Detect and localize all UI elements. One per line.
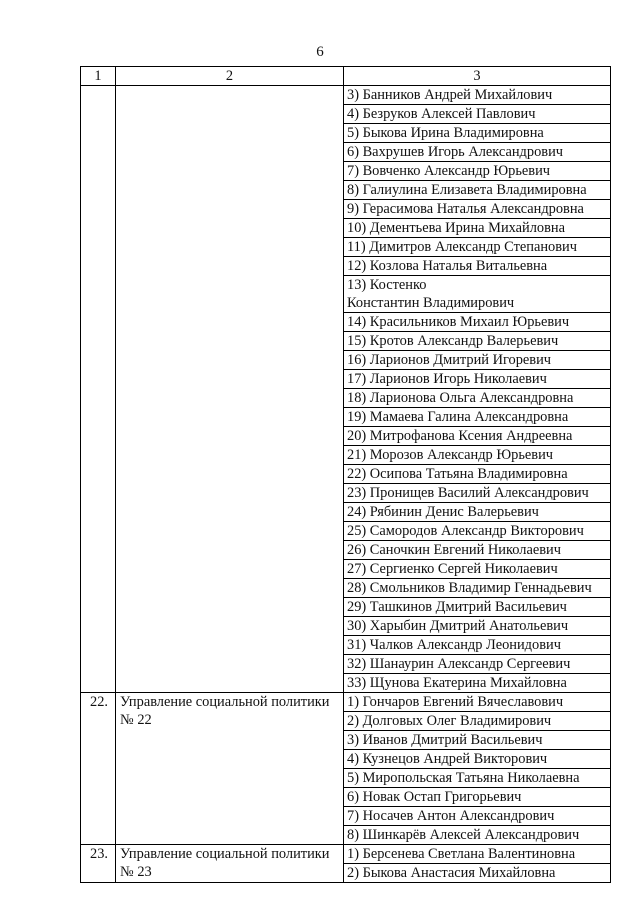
member-item: 7) Носачев Антон Александрович [344, 807, 610, 826]
department-name: Управление социальной политики № 23 [116, 845, 344, 883]
member-item: 6) Вахрушев Игорь Александрович [344, 143, 610, 162]
member-item: 4) Кузнецов Андрей Викторович [344, 750, 610, 769]
member-item: 13) Костенко [347, 277, 427, 293]
member-item: 1) Берсенева Светлана Валентиновна [344, 845, 610, 864]
member-item: 18) Ларионова Ольга Александровна [344, 389, 610, 408]
members-list [344, 845, 610, 882]
member-item: 6) Новак Остап Григорьевич [344, 788, 610, 807]
member-item: 9) Герасимова Наталья Александровна [344, 200, 610, 219]
member-item: 23) Пронищев Василий Александрович [344, 484, 610, 503]
member-item: 2) Долговых Олег Владимирович [344, 712, 610, 731]
header-col-1: 1 [81, 67, 116, 86]
row-number [81, 86, 116, 693]
row-number: 23. [81, 845, 116, 883]
table-row [81, 845, 611, 883]
members-cell [344, 845, 611, 883]
member-item: 17) Ларионов Игорь Николаевич [344, 370, 610, 389]
member-item: 2) Быкова Анастасия Михайловна [347, 865, 556, 881]
member-item: 21) Морозов Александр Юрьевич [344, 446, 610, 465]
member-item: 28) Смольников Владимир Геннадьевич [344, 579, 610, 598]
member-item: 15) Кротов Александр Валерьевич [344, 332, 610, 351]
row-number: 22. [81, 693, 116, 845]
members-cell [344, 693, 611, 845]
member-item: 7) Вовченко Александр Юрьевич [344, 162, 610, 181]
member-item: 27) Сергиенко Сергей Николаевич [344, 560, 610, 579]
member-item: 11) Димитров Александр Степанович [344, 238, 610, 257]
header-col-2: 2 [116, 67, 344, 86]
member-item: 30) Харыбин Дмитрий Анатольевич [344, 617, 610, 636]
member-item: 24) Рябинин Денис Валерьевич [344, 503, 610, 522]
member-item: 31) Чалков Александр Леонидович [344, 636, 610, 655]
member-item: 19) Мамаева Галина Александровна [344, 408, 610, 427]
members-list [344, 86, 610, 692]
member-item: 8) Шинкарёв Алексей Александрович [347, 827, 580, 843]
member-item: 22) Осипова Татьяна Владимировна [344, 465, 610, 484]
member-item: 33) Щунова Екатерина Михайловна [347, 675, 567, 691]
page-number: 6 [316, 44, 324, 60]
member-item: 8) Галиулина Елизавета Владимировна [344, 181, 610, 200]
member-item-continuation: Константин Владимирович [344, 294, 610, 313]
department-name: Управление социальной политики № 22 [116, 693, 344, 845]
member-item: 4) Безруков Алексей Павлович [344, 105, 610, 124]
member-item: 1) Гончаров Евгений Вячеславович [344, 693, 610, 712]
member-item: 20) Митрофанова Ксения Андреевна [344, 427, 610, 446]
table-row [81, 86, 611, 693]
member-item: 3) Банников Андрей Михайлович [344, 86, 610, 105]
table-row [81, 693, 611, 845]
member-item: 14) Красильников Михаил Юрьевич [344, 313, 610, 332]
member-item: 26) Саночкин Евгений Николаевич [344, 541, 610, 560]
members-cell [344, 86, 611, 693]
commission-table [80, 66, 611, 883]
member-item: 10) Дементьева Ирина Михайловна [344, 219, 610, 238]
member-item: 25) Самородов Александр Викторович [344, 522, 610, 541]
member-item: 12) Козлова Наталья Витальевна [344, 257, 610, 276]
member-item: 16) Ларионов Дмитрий Игоревич [344, 351, 610, 370]
department-name [116, 86, 344, 693]
member-item: 3) Иванов Дмитрий Васильевич [344, 731, 610, 750]
member-item: 29) Ташкинов Дмитрий Васильевич [344, 598, 610, 617]
member-item: 32) Шанаурин Александр Сергеевич [344, 655, 610, 674]
member-item: 5) Быкова Ирина Владимировна [344, 124, 610, 143]
member-item: 5) Миропольская Татьяна Николаевна [344, 769, 610, 788]
table-header-row [81, 67, 611, 86]
members-list [344, 693, 610, 844]
header-col-3: 3 [344, 67, 611, 86]
